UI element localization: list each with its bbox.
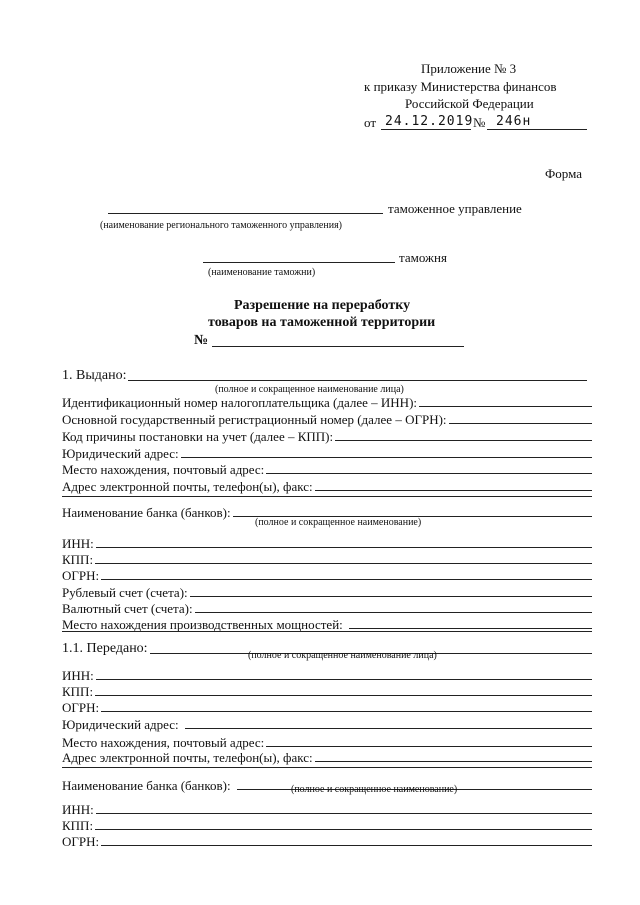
production-row xyxy=(62,617,592,631)
rub-account-row xyxy=(62,585,592,599)
ogrn-row xyxy=(62,412,592,426)
t-bank-inn-row xyxy=(62,802,592,816)
t-ogrn-field[interactable] xyxy=(101,711,592,712)
rub-account-label: Рублевый счет (счета): xyxy=(62,585,188,600)
number-underline xyxy=(487,129,587,130)
doc-number-sign: № xyxy=(194,333,209,348)
t-legal-address-field[interactable] xyxy=(185,728,592,729)
t-kpp-label: КПП: xyxy=(62,684,94,699)
number-prefix: № xyxy=(473,115,486,130)
customs-label: таможня xyxy=(399,250,447,265)
t-ogrn-row xyxy=(62,700,592,714)
kpp-field[interactable] xyxy=(335,440,592,441)
customs-line xyxy=(203,262,395,263)
ogrn-field[interactable] xyxy=(449,423,592,424)
bank-ogrn-label: ОГРН: xyxy=(62,568,100,583)
date-underline xyxy=(381,129,471,130)
inn-row xyxy=(62,395,592,409)
transferred-label: 1.1. Передано: xyxy=(62,641,148,656)
doc-number-line xyxy=(212,346,464,347)
contacts-field[interactable] xyxy=(315,490,592,491)
t-inn-field[interactable] xyxy=(96,679,592,680)
order-number: 246н xyxy=(496,114,532,129)
fx-account-field[interactable] xyxy=(195,612,592,613)
t-legal-address-label: Юридический адрес: xyxy=(62,717,179,732)
t-kpp-row xyxy=(62,684,592,698)
location-row xyxy=(62,462,592,476)
contacts-extra-line xyxy=(62,496,592,497)
fx-account-label: Валютный счет (счета): xyxy=(62,601,193,616)
bank-ogrn-row xyxy=(62,568,592,582)
t-bank-caption: (полное и сокращенное наименование) xyxy=(291,784,458,795)
t-legal-address-row xyxy=(62,717,592,731)
t-bank-kpp-row xyxy=(62,818,592,832)
customs-admin-label: таможенное управление xyxy=(388,201,522,216)
date-prefix: от xyxy=(364,115,377,130)
bank-ogrn-field[interactable] xyxy=(101,579,592,580)
t-ogrn-label: ОГРН: xyxy=(62,700,100,715)
location-field[interactable] xyxy=(266,473,592,474)
bank-inn-field[interactable] xyxy=(96,547,592,548)
inn-label: Идентификационный номер налогоплательщика (далее – ИНН): xyxy=(62,395,418,410)
issued-label: 1. Выдано: xyxy=(62,368,127,383)
t-location-row xyxy=(62,735,592,749)
t-contacts-field[interactable] xyxy=(315,761,592,762)
t-location-field[interactable] xyxy=(266,746,592,747)
t-bank-inn-label: ИНН: xyxy=(62,802,94,817)
t-bank-ogrn-label: ОГРН: xyxy=(62,834,100,849)
t-bank-kpp-label: КПП: xyxy=(62,818,94,833)
kpp-row xyxy=(62,429,592,443)
doc-title-line2: товаров на таможенной территории xyxy=(208,315,436,330)
t-bank-kpp-field[interactable] xyxy=(95,829,592,830)
doc-title-line1: Разрешение на переработку xyxy=(234,298,411,313)
issued-field[interactable] xyxy=(128,380,587,381)
customs-admin-line xyxy=(108,213,383,214)
bank-inn-row xyxy=(62,536,592,550)
t-bank-inn-field[interactable] xyxy=(96,813,592,814)
bank-caption: (полное и сокращенное наименование) xyxy=(255,517,422,528)
issued-caption: (полное и сокращенное наименование лица) xyxy=(215,384,404,395)
production-field[interactable] xyxy=(349,628,592,629)
t-location-label: Место нахождения, почтовый адрес: xyxy=(62,735,265,750)
form-label: Форма xyxy=(545,166,582,181)
t-inn-label: ИНН: xyxy=(62,668,94,683)
t-inn-row xyxy=(62,668,592,682)
contacts-row xyxy=(62,479,592,493)
t-bank-label: Наименование банка (банков): xyxy=(62,778,231,793)
kpp-label: Код причины постановки на учет (далее – КПП): xyxy=(62,429,334,444)
t-contacts-row xyxy=(62,750,592,764)
appendix-number: Приложение № 3 xyxy=(421,61,517,76)
fx-account-row xyxy=(62,601,592,615)
rub-account-field[interactable] xyxy=(190,596,592,597)
customs-admin-caption: (наименование регионального таможенного управления) xyxy=(100,220,343,231)
location-label: Место нахождения, почтовый адрес: xyxy=(62,462,265,477)
transferred-caption: (полное и сокращенное наименование лица) xyxy=(248,650,437,661)
order-date: 24.12.2019 xyxy=(385,114,474,129)
t-contacts-label: Адрес электронной почты, телефон(ы), факс: xyxy=(62,750,313,765)
bank-kpp-field[interactable] xyxy=(95,563,592,564)
inn-field[interactable] xyxy=(419,406,592,407)
bank-inn-label: ИНН: xyxy=(62,536,94,551)
bank-kpp-label: КПП: xyxy=(62,552,94,567)
production-extra-line xyxy=(62,631,592,632)
bank-kpp-row xyxy=(62,552,592,566)
contacts-label: Адрес электронной почты, телефон(ы), факс: xyxy=(62,479,313,494)
t-kpp-field[interactable] xyxy=(95,695,592,696)
customs-caption: (наименование таможни) xyxy=(208,267,316,278)
t-contacts-extra-line xyxy=(62,767,592,768)
bank-label: Наименование банка (банков): xyxy=(62,505,231,520)
legal-address-field[interactable] xyxy=(181,457,592,458)
issued-row xyxy=(62,369,587,383)
production-label: Место нахождения производственных мощностей: xyxy=(62,617,343,632)
legal-address-label: Юридический адрес: xyxy=(62,446,179,461)
federation-line: Российской Федерации xyxy=(405,96,534,111)
order-line: к приказу Министерства финансов xyxy=(364,79,557,94)
t-bank-ogrn-row xyxy=(62,834,592,848)
ogrn-label: Основной государственный регистрационный номер (далее – ОГРН): xyxy=(62,412,447,427)
legal-address-row xyxy=(62,446,592,460)
t-bank-ogrn-field[interactable] xyxy=(101,845,592,846)
